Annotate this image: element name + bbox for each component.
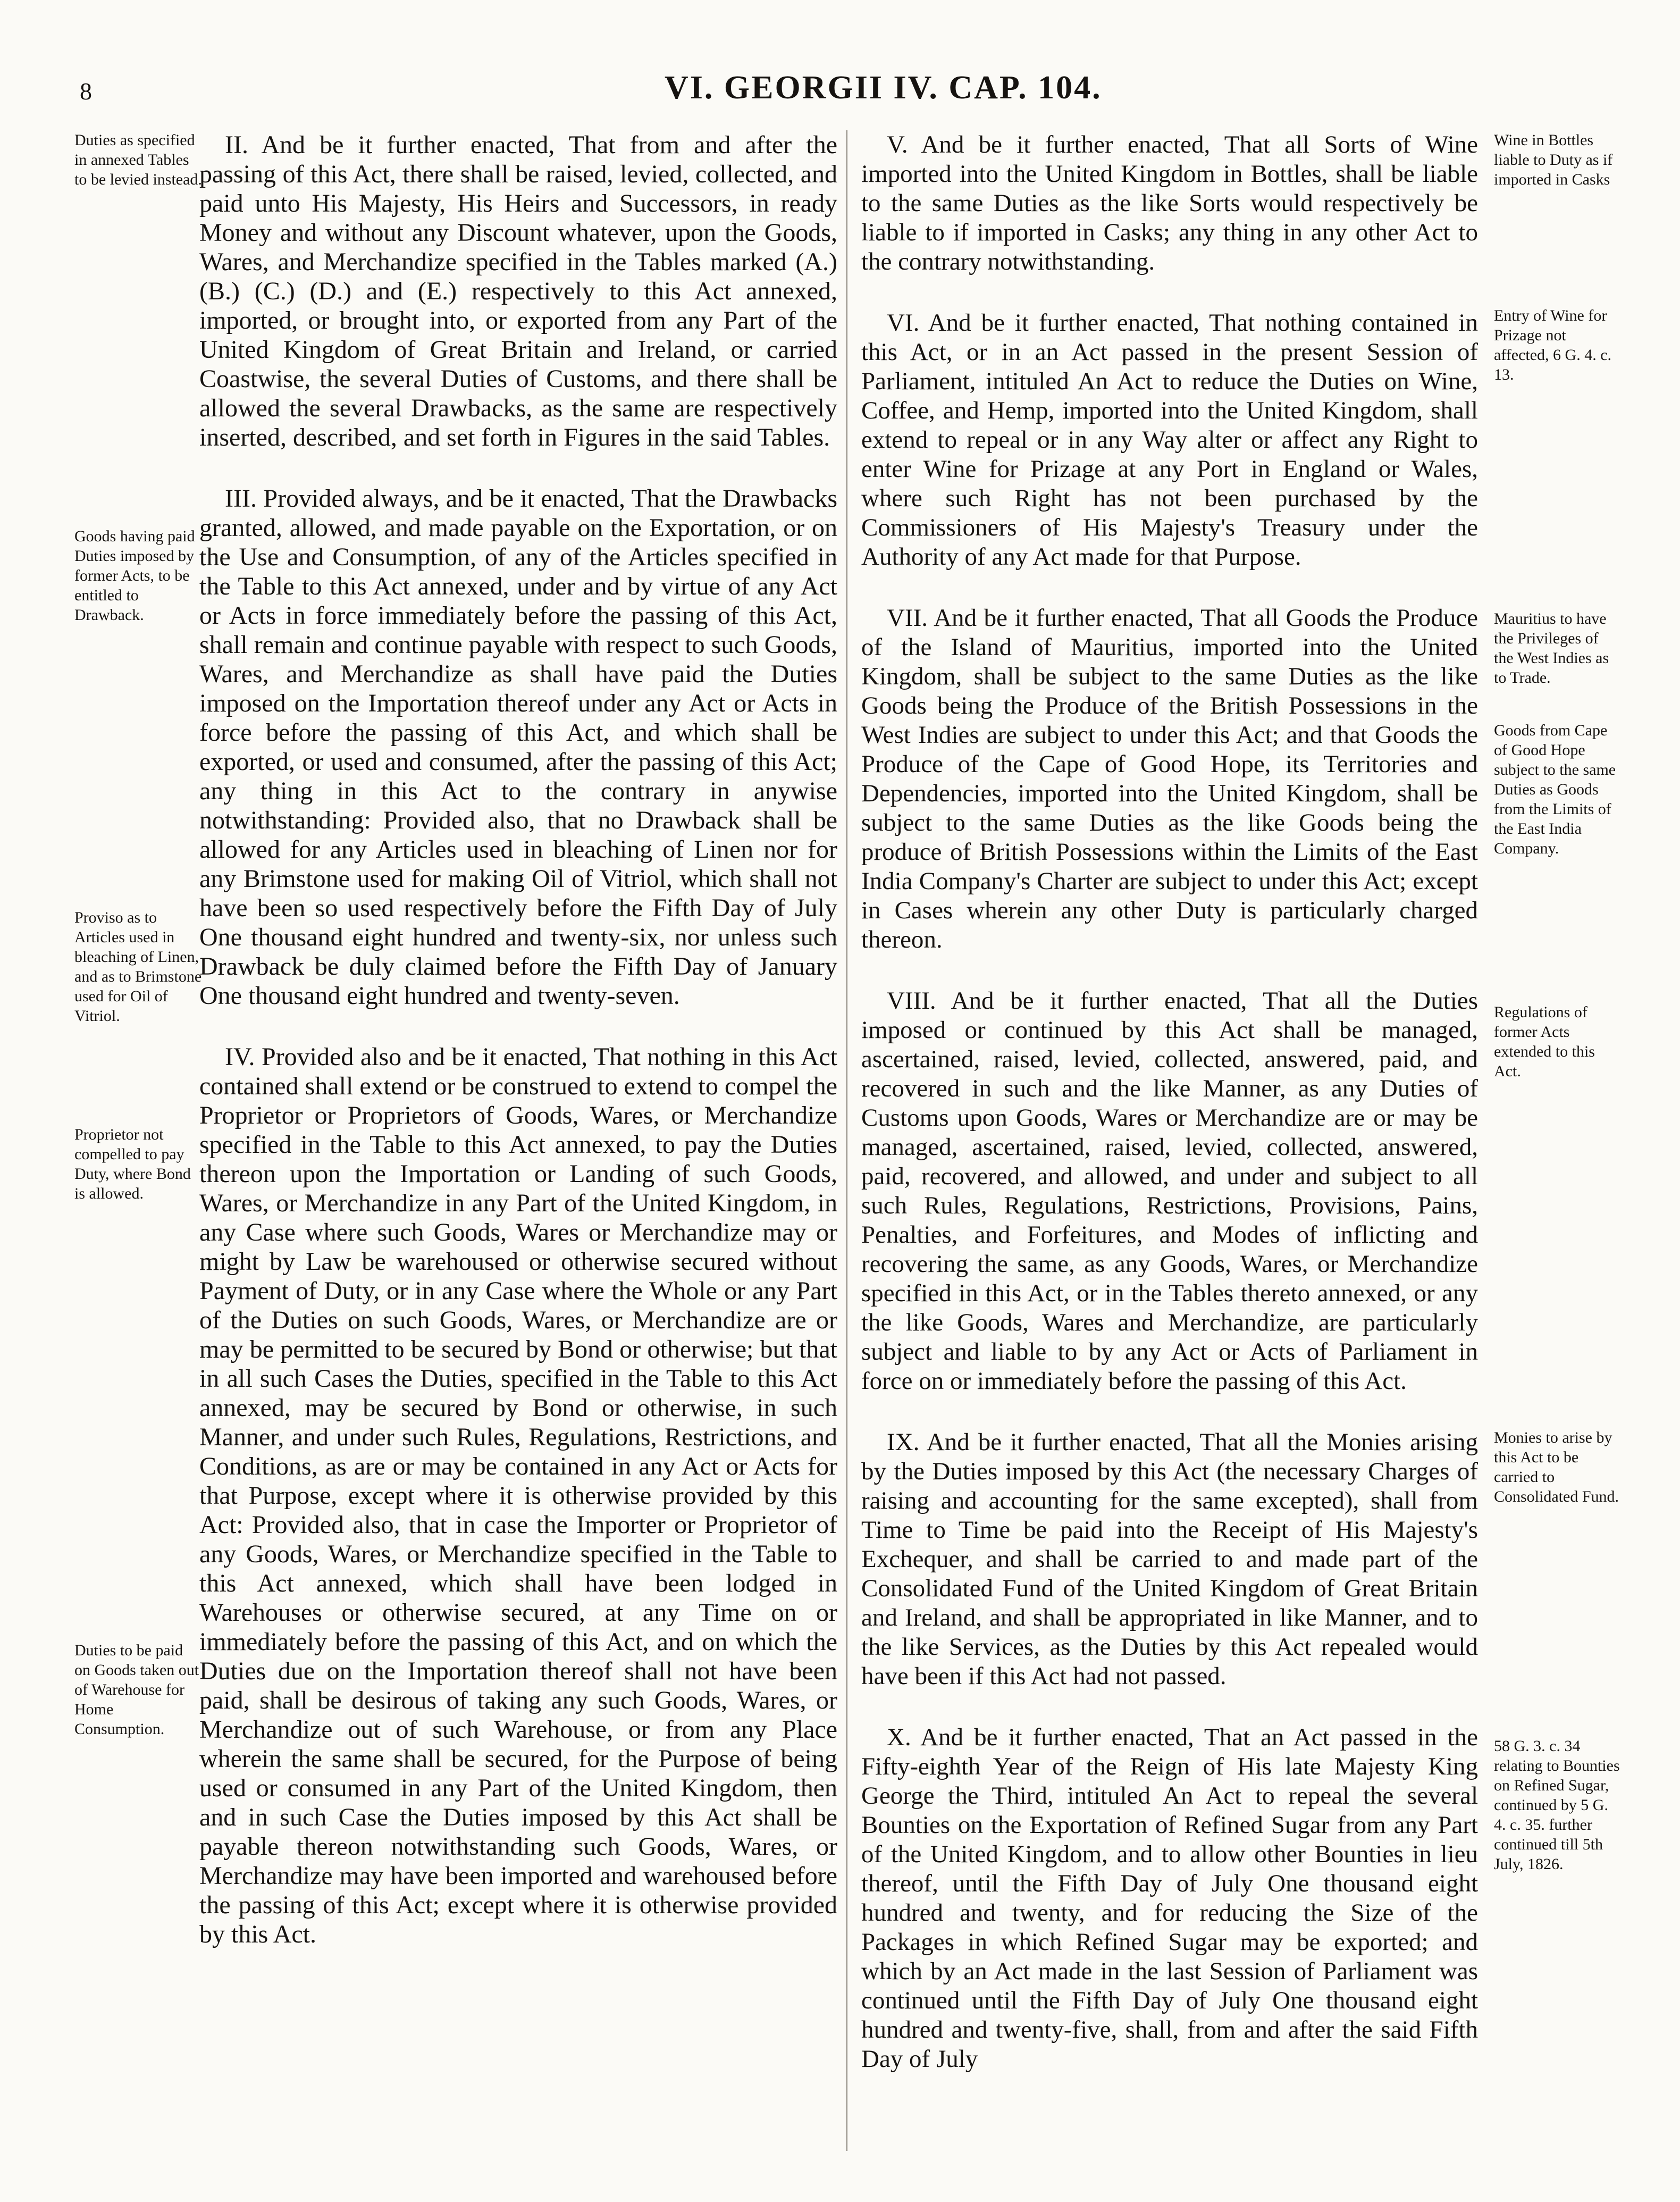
section-x: X. And be it further enacted, That an Act passed in the Fifty-eighth Year of the Reign of His late Majesty King George the Third, intituled An Act to repeal the several Bounties on the Exportation of Refined Sugar from any Part of the United Kingdom, and to allow other Bounties in lieu thereof, until the Fifth Day of July One thousand eight hundred and twenty, and for reducing the Size of the Packages in which Refined Sugar may be exported; and which by an Act made in the last Session of Parliament was continued until the Fifth Day of July One thousand eight hundred and twenty-five, shall, from and after the said Fifth Day of July bbox=[861, 1723, 1478, 2073]
margin-note: Goods having paid Duties imposed by former Acts, to be entitled to Drawback. bbox=[74, 528, 195, 624]
margin-note: 58 G. 3. c. 34 relating to Bounties on Refined Sugar, continued by 5 G. 4. c. 35. further continued till 5th July, 1826. bbox=[1494, 1737, 1620, 1873]
margin-note: Monies to arise by this Act to be carried to Consolidated Fund. bbox=[1494, 1429, 1619, 1505]
margin-note: Mauritius to have the Privileges of the West Indies as to Trade. bbox=[1494, 610, 1609, 686]
margin-note: Proprietor not compelled to pay Duty, where Bond is allowed. bbox=[74, 1126, 191, 1202]
left-column bbox=[199, 130, 837, 1981]
margin-note: Duties as specified in annexed Tables to be levied instead. bbox=[74, 131, 202, 188]
section-ii: II. And be it further enacted, That from and after the passing of this Act, there shall be raised, levied, collected, and paid unto His Majesty, His Heirs and Successors, in ready Money and without any Discount whatever, upon the Goods, Wares, and Merchandize specified in the Tables marked (A.) (B.) (C.) (D.) and (E.) respectively to this Act annexed, imported, or brought into, or exported from any Part of the United Kingdom of Great Britain and Ireland, or carried Coastwise, the several Duties of Customs, and there shall be allowed the several Drawbacks, as the same are respectively inserted, described, and set forth in Figures in the said Tables. bbox=[199, 131, 837, 451]
section-vi: VI. And be it further enacted, That nothing contained in this Act, or in an Act passed in the present Session of Parliament, intituled An Act to reduce the Duties on Wine, Coffee, and Hemp, imported into the United Kingdom, shall extend to repeal or in any Way alter or affect any Right to enter Wine for Prizage at any Port in England or Wales, where such Right has not been purchased by the Commissioners of His Majesty's Treasury under the Authority of any Act made for that Purpose. bbox=[861, 309, 1478, 571]
margin-note: Entry of Wine for Prizage not affected, 6 G. 4. c. 13. bbox=[1494, 307, 1612, 383]
section-ix: IX. And be it further enacted, That all the Monies arising by the Duties imposed by this Act (the necessary Charges of raising and accounting for the same excepted), shall from Time to Time be paid into the Receipt of His Majesty's Exchequer, and shall be carried to and made part of the Consolidated Fund of the United Kingdom of Great Britain and Ireland, and shall be appropriated in like Manner, and to the like Services, as the Duties by this Act repealed would have been if this Act had not passed. bbox=[861, 1428, 1478, 1690]
section-viii: VIII. And be it further enacted, That all the Duties imposed or continued by this Act shall be managed, ascertained, raised, levied, collected, answered, paid, and recovered in such and the like Manner, as any Duties of Customs upon Goods, Wares or Merchandize are or may be managed, ascertained, raised, levied, collected, answered, paid, recovered, and allowed, and under and subject to all such Rules, Regulations, Restrictions, Provisions, Pains, Penalties, and Forfeitures, and Modes of inflicting and recovering the same, as any Goods, Wares, or Merchandize specified in this Act, or in the Tables thereto annexed, or any the like Goods, Wares and Merchandize, are particularly subject and liable to by any Act or Acts of Parliament in force on or immediately before the passing of this Act. bbox=[861, 987, 1478, 1395]
margin-note: Proviso as to Articles used in bleaching of Linen, and as to Brimstone used for Oil of Vitriol. bbox=[74, 909, 202, 1025]
margin-note: Regulations of former Acts extended to this Act. bbox=[1494, 1003, 1595, 1080]
running-head: VI. GEORGII IV. CAP. 104. bbox=[665, 70, 1102, 106]
column-divider bbox=[846, 130, 847, 2151]
margin-note: Goods from Cape of Good Hope subject to the same Duties as Goods from the Limits of the East India Company. bbox=[1494, 722, 1616, 857]
section-v: V. And be it further enacted, That all Sorts of Wine imported into the United Kingdom in Bottles, shall be liable to the same Duties as the like Sorts would respectively be liable to if imported in Casks; any thing in any other Act to the contrary notwithstanding. bbox=[861, 131, 1478, 275]
margin-note: Wine in Bottles liable to Duty as if imported in Casks bbox=[1494, 131, 1613, 188]
margin-note: Duties to be paid on Goods taken out of Warehouse for Home Consumption. bbox=[74, 1642, 199, 1738]
section-vii: VII. And be it further enacted, That all Goods the Produce of the Island of Mauritius, imported into the United Kingdom, shall be subject to the same Duties as the like Goods being the Produce of the British Possessions in the West Indies are subject to under this Act; and that Goods the Produce of the Cape of Good Hope, its Territories and Dependencies, imported into the United Kingdom, shall be subject to the same Duties as the like Goods being the produce of British Possessions within the Limits of the East India Company's Charter are subject to under this Act; except in Cases wherein any other Duty is particularly charged thereon. bbox=[861, 604, 1478, 953]
section-iii: III. Provided always, and be it enacted, That the Drawbacks granted, allowed, and made payable on the Exportation, or on the Use and Consumption, of any of the Articles specified in the Table to this Act annexed, under and by virtue of any Act or Acts in force immediately before the passing of this Act, shall remain and continue payable with respect to such Goods, Wares, and Merchandize as shall have paid the Duties imposed on the Importation thereof under any Act or Acts in force before the passing of this Act, and which shall be exported, or used and consumed, after the passing of this Act; any thing in this Act to the contrary in anywise notwithstanding: Provided also, that no Drawback shall be allowed for any Articles used in bleaching of Linen nor for any Brimstone used for making Oil of Vitriol, which shall not have been so used respectively before the Fifth Day of July One thousand eight hundred and twenty-six, nor unless such Drawback be duly claimed before the Fifth Day of January One thousand eight hundred and twenty-seven. bbox=[199, 484, 837, 1010]
page-number: 8 bbox=[80, 78, 92, 105]
section-iv: IV. Provided also and be it enacted, That nothing in this Act contained shall extend or be construed to extend to compel the Proprietor or Proprietors of Goods, Wares, or Merchandize specified in the Table to this Act annexed, to pay the Duties thereon upon the Importation or Landing of such Goods, Wares, or Merchandize in any Part of the United Kingdom, in any Case where such Goods, Wares or Merchandize may or might by Law be warehoused or otherwise secured without Payment of Duty, or in any Case where the Whole or any Part of the Duties on such Goods, Wares, or Merchandize are or may be permitted to be secured by Bond or otherwise; but that in all such Cases the Duties, specified in the Table to this Act annexed, may be secured by Bond or otherwise, in such Manner, and under such Rules, Regulations, Restrictions, and Conditions, as are or may be contained in any Act or Acts for that Purpose, except where it is otherwise provided by this Act: Provided also, that in case the Importer or Proprietor of any Goods, Wares, or Merchandize specified in the Table to this Act annexed, which shall have been lodged in Warehouses or otherwise secured, at any Time on or immediately before the passing of this Act, and on which the Duties due on the Importation thereof shall not have been paid, shall be desirous of taking any such Goods, Wares, or Merchandize out of such Warehouse, or from any Place wherein the same shall be secured, for the Purpose of being used or consumed in any Part of the United Kingdom, then and in such Case the Duties imposed by this Act shall be payable thereon notwithstanding such Goods, Wares, or Merchandize may have been imported and warehoused before the passing of this Act; except where it is otherwise provided by this Act. bbox=[199, 1043, 837, 1948]
right-column bbox=[861, 130, 1478, 2106]
